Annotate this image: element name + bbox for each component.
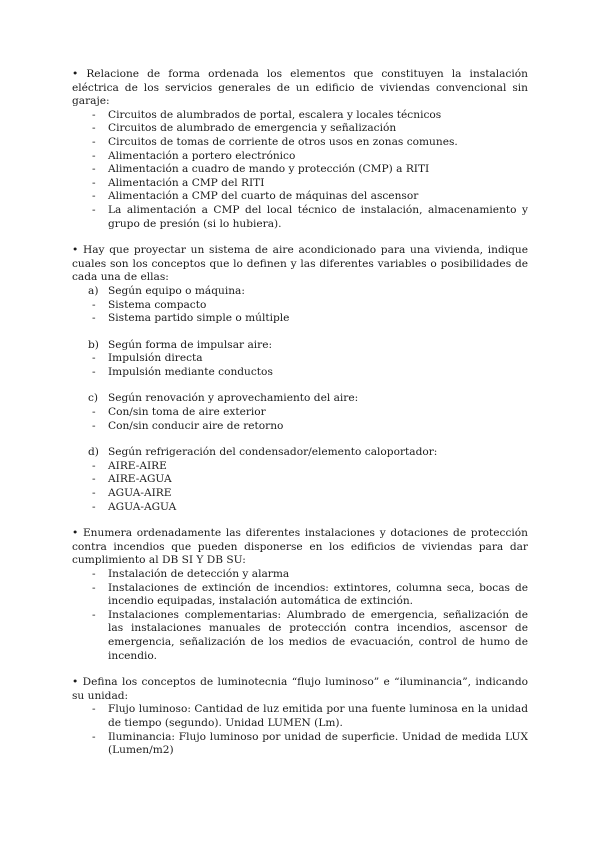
concept-heading (72, 339, 528, 353)
answer-list (72, 299, 528, 326)
answer-list (72, 568, 528, 663)
list-item: - Impulsión directa (72, 352, 528, 366)
question-fire-protection (72, 527, 528, 663)
concept-group (72, 285, 528, 326)
list-item: - Sistema compacto (72, 299, 528, 313)
list-item: - Instalación de detección y alarma (72, 568, 528, 582)
question-text: • Defina los conceptos de luminotecnia “flujo luminoso” e “iluminancia”, indicando su unidad: (72, 676, 528, 702)
list-item: - Circuitos de tomas de corriente de otros usos en zonas comunes. (72, 136, 528, 150)
answer-list (72, 109, 528, 231)
list-item: - Alimentación a CMP del cuarto de máquinas del ascensor (72, 190, 528, 204)
concept-letter: b) (88, 338, 99, 351)
list-item: - Alimentación a cuadro de mando y protección (CMP) a RITI (72, 163, 528, 177)
answer-list (72, 460, 528, 514)
list-item: - Sistema partido simple o múltiple (72, 312, 528, 326)
concept-group (72, 446, 528, 514)
list-item: - Flujo luminoso: Cantidad de luz emitida por una fuente luminosa en la unidad de tiempo (segundo). Unidad LUMEN (Lm). (72, 703, 528, 730)
list-item: - Con/sin conducir aire de retorno (72, 420, 528, 434)
concept-title: Según refrigeración del condensador/elemento caloportador: (108, 446, 438, 459)
concept-title: Según equipo o máquina: (108, 284, 245, 297)
answer-list (72, 352, 528, 379)
concept-letter: c) (88, 392, 99, 405)
concept-heading (72, 392, 528, 406)
concept-letter: d) (88, 446, 99, 459)
question-text: • Relacione de forma ordenada los elementos que constituyen la instalación eléctrica de los servicios generales de un edificio de viviendas convencional sin garaje: (72, 68, 528, 108)
list-item: - Instalaciones de extinción de incendios: extintores, columna seca, bocas de incendio equipadas, instalación automática de extinción. (72, 582, 528, 609)
question-lighting (72, 676, 528, 758)
list-item: - La alimentación a CMP del local técnico de instalación, almacenamiento y grupo de presión (si lo hubiera). (72, 204, 528, 231)
concept-heading (72, 285, 528, 299)
list-item: - Circuitos de alumbrados de portal, escalera y locales técnicos (72, 109, 528, 123)
question-electrical (72, 68, 528, 231)
list-item: - AGUA-AGUA (72, 501, 528, 515)
concept-title: Según renovación y aprovechamiento del aire: (108, 392, 359, 405)
list-item: - Iluminancia: Flujo luminoso por unidad de superficie. Unidad de medida LUX (Lumen/m2) (72, 731, 528, 758)
answer-list (72, 703, 528, 757)
list-item: - Circuitos de alumbrado de emergencia y señalización (72, 122, 528, 136)
list-item: - Instalaciones complementarias: Alumbrado de emergencia, señalización de las instalaciones manuales de protección contra incendios, ascensor de emergencia, señalización de los medios de evacuación, control de humo de incendio. (72, 609, 528, 663)
list-item: - AGUA-AIRE (72, 487, 528, 501)
question-text: • Hay que proyectar un sistema de aire acondicionado para una vivienda, indique cuales son los conceptos que lo definen y las diferentes variables o posibilidades de cada una de ellas: (72, 244, 528, 284)
concept-letter: a) (88, 284, 99, 297)
list-item: - Alimentación a portero electrónico (72, 150, 528, 164)
list-item: - Alimentación a CMP del RITI (72, 177, 528, 191)
list-item: - AIRE-AIRE (72, 460, 528, 474)
concept-heading (72, 446, 528, 460)
answer-list (72, 406, 528, 433)
list-item: - Impulsión mediante conductos (72, 366, 528, 380)
concept-group (72, 392, 528, 433)
question-air-conditioning (72, 244, 528, 514)
concept-group (72, 339, 528, 380)
list-item: - AIRE-AGUA (72, 473, 528, 487)
concept-title: Según forma de impulsar aire: (108, 338, 273, 351)
list-item: - Con/sin toma de aire exterior (72, 406, 528, 420)
question-text: • Enumera ordenadamente las diferentes instalaciones y dotaciones de protección contra incendios que pueden disponerse en los edificios de viviendas para dar cumplimiento al DB SI Y DB SU: (72, 527, 528, 567)
